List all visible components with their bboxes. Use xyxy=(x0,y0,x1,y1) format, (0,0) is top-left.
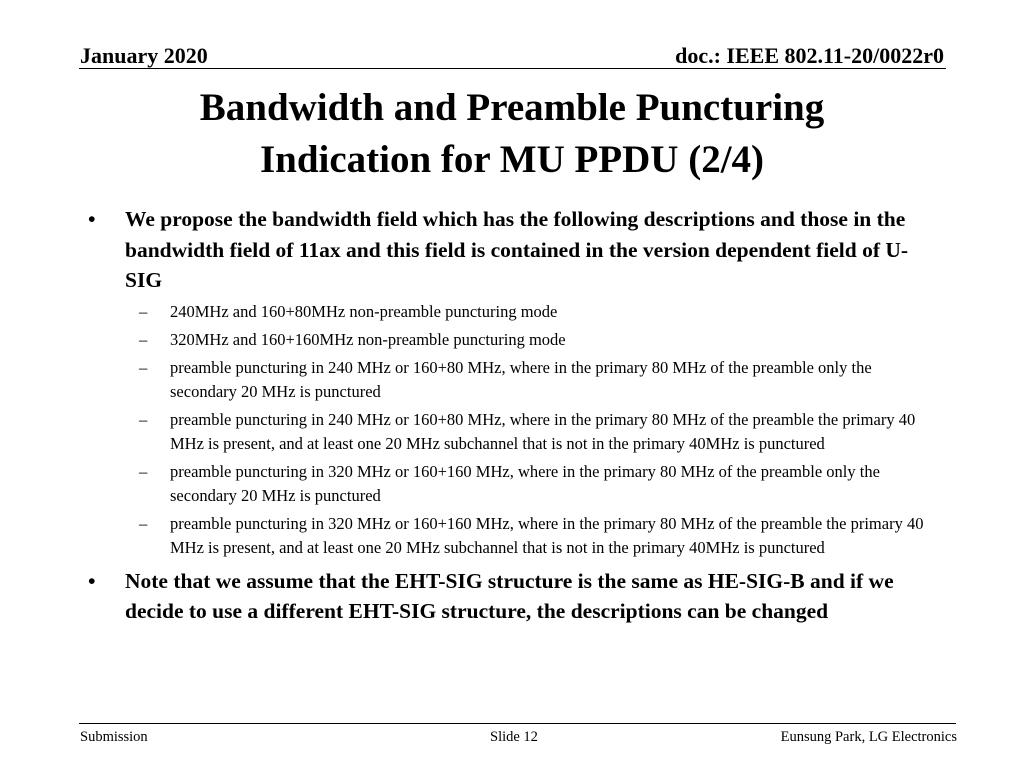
sub-bullet-item xyxy=(80,300,940,324)
header-date: January 2020 xyxy=(80,43,208,68)
sub-bullet-list xyxy=(80,300,940,560)
footer-slide-number: Slide 12 xyxy=(490,729,538,745)
title-line-1: Bandwidth and Preamble Puncturing xyxy=(199,86,825,129)
sub-bullet-marker: – xyxy=(139,461,148,481)
sub-bullet-text: preamble puncturing in 240 MHz or 160+80 MHz, where in the primary 80 MHz of the preamble only the secondary 20 MHz is punctured xyxy=(170,357,872,401)
slide-body xyxy=(80,204,940,627)
sub-bullet-item xyxy=(80,408,940,456)
sub-bullet-item xyxy=(80,356,940,404)
sub-bullet-text: 240MHz and 160+80MHz non-preamble puncturing mode xyxy=(170,301,558,321)
bullet-text: Note that we assume that the EHT-SIG structure is the same as HE-SIG-B and if we decide to use a different EHT-SIG structure, the descriptions can be changed xyxy=(125,568,894,623)
sub-bullet-item xyxy=(80,328,940,352)
slide-footer xyxy=(80,727,957,747)
sub-bullet-marker: – xyxy=(139,301,148,321)
sub-bullet-marker: – xyxy=(139,357,148,377)
sub-bullet-marker: – xyxy=(139,329,148,349)
title-line-2: Indication for MU PPDU (2/4) xyxy=(259,138,765,181)
sub-bullet-text: preamble puncturing in 320 MHz or 160+160 MHz, where in the primary 80 MHz of the preamble only the secondary 20 MHz is punctured xyxy=(170,461,880,505)
sub-bullet-text: 320MHz and 160+160MHz non-preamble puncturing mode xyxy=(170,329,566,349)
bullet-item xyxy=(80,566,940,627)
slide-header xyxy=(80,40,944,68)
header-divider xyxy=(79,68,946,69)
footer-divider xyxy=(79,723,956,724)
header-doc-id: doc.: IEEE 802.11-20/0022r0 xyxy=(675,43,944,68)
sub-bullet-item xyxy=(80,460,940,508)
bullet-text: We propose the bandwidth field which has the following descriptions and those in the bandwidth field of 11ax and this field is contained in the version dependent field of U-SIG xyxy=(125,207,909,292)
bullet-marker: • xyxy=(88,207,96,231)
bullet-item xyxy=(80,204,940,296)
footer-author: Eunsung Park, LG Electronics xyxy=(780,729,957,745)
sub-bullet-item xyxy=(80,512,940,560)
sub-bullet-text: preamble puncturing in 320 MHz or 160+160 MHz, where in the primary 80 MHz of the preamble the primary 40 MHz is present, and at least one 20 MHz subchannel that is not in the primary 40MHz is punctured xyxy=(170,513,924,557)
sub-bullet-marker: – xyxy=(139,409,148,429)
sub-bullet-text: preamble puncturing in 240 MHz or 160+80 MHz, where in the primary 80 MHz of the preamble the primary 40 MHz is present, and at least one 20 MHz subchannel that is not in the primary 40MHz is punctured xyxy=(170,409,916,453)
bullet-marker: • xyxy=(88,568,96,593)
slide-title xyxy=(80,82,944,186)
sub-bullet-marker: – xyxy=(139,513,148,533)
footer-submission: Submission xyxy=(80,729,148,745)
